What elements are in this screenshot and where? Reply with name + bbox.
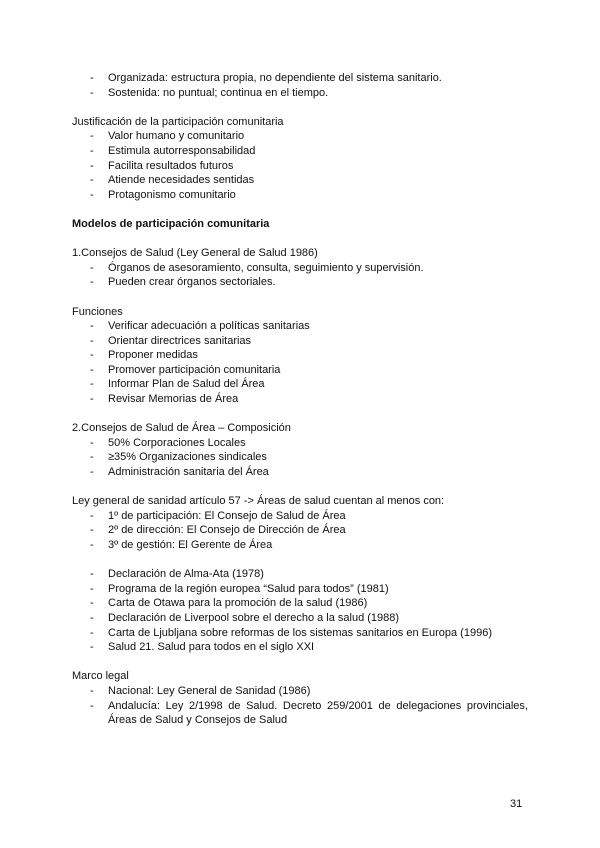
list-item: - Verificar adecuación a políticas sanitarias (72, 319, 528, 334)
list-item: - Organizada: estructura propia, no dependiente del sistema sanitario. (72, 71, 528, 86)
list-item: - Nacional: Ley General de Sanidad (1986) (72, 684, 528, 699)
page-content (72, 71, 528, 728)
list-item: - Estimula autorresponsabilidad (72, 144, 528, 159)
list-item: - Declaración de Liverpool sobre el derecho a la salud (1988) (72, 611, 528, 626)
list-item: - Facilita resultados futuros (72, 159, 528, 174)
list-item: - Carta de Otawa para la promoción de la salud (1986) (72, 596, 528, 611)
ley-general-list (72, 509, 528, 553)
funciones-heading: Funciones (72, 305, 123, 318)
list-item: - Programa de la región europea “Salud para todos” (1981) (72, 582, 528, 597)
list-item: - 1º de participación: El Consejo de Salud de Área (72, 509, 528, 524)
intro-list (72, 71, 528, 100)
list-item: - ≥35% Organizaciones sindicales (72, 450, 528, 465)
list-item: - Informar Plan de Salud del Área (72, 377, 528, 392)
list-item: - Promover participación comunitaria (72, 363, 528, 378)
list-item: - Salud 21. Salud para todos en el siglo XXI (72, 640, 528, 655)
funciones-list (72, 319, 528, 407)
list-item: - Pueden crear órganos sectoriales. (72, 275, 528, 290)
list-item: - Atiende necesidades sentidas (72, 173, 528, 188)
consejos-area-heading: 2.Consejos de Salud de Área – Composición (72, 422, 291, 435)
list-item: - Proponer medidas (72, 348, 528, 363)
list-item: - 3º de gestión: El Gerente de Área (72, 538, 528, 553)
justificacion-heading: Justificación de la participación comunitaria (72, 115, 284, 128)
consejos-salud-list (72, 261, 528, 290)
consejos-area-list (72, 436, 528, 480)
page-number: 31 (510, 798, 523, 810)
section-heading-modelos: Modelos de participación comunitaria (72, 217, 270, 230)
list-item: - Revisar Memorias de Área (72, 392, 528, 407)
list-item: - Andalucía: Ley 2/1998 de Salud. Decreto 259/2001 de delegaciones provinciales, Áreas de Salud y Consejos de Salud (72, 699, 528, 728)
justificacion-list (72, 129, 528, 202)
list-item: - Orientar directrices sanitarias (72, 334, 528, 349)
list-item: - Declaración de Alma-Ata (1978) (72, 567, 528, 582)
list-item: - Sostenida: no puntual; continua en el tiempo. (72, 86, 528, 101)
list-item: - Órganos de asesoramiento, consulta, seguimiento y supervisión. (72, 261, 528, 276)
list-item: - Carta de Ljubljana sobre reformas de los sistemas sanitarios en Europa (1996) (72, 626, 528, 641)
list-item: - Administración sanitaria del Área (72, 465, 528, 480)
consejos-salud-heading: 1.Consejos de Salud (Ley General de Salud 1986) (72, 247, 318, 260)
list-item: - Protagonismo comunitario (72, 188, 528, 203)
list-item: - 50% Corporaciones Locales (72, 436, 528, 451)
declaraciones-list (72, 567, 528, 655)
list-item: - Valor humano y comunitario (72, 129, 528, 144)
marco-legal-heading: Marco legal (72, 670, 129, 683)
list-item: - 2º de dirección: El Consejo de Dirección de Área (72, 523, 528, 538)
ley-general-heading: Ley general de sanidad artículo 57 -> Áreas de salud cuentan al menos con: (72, 495, 445, 508)
marco-legal-list (72, 684, 528, 728)
